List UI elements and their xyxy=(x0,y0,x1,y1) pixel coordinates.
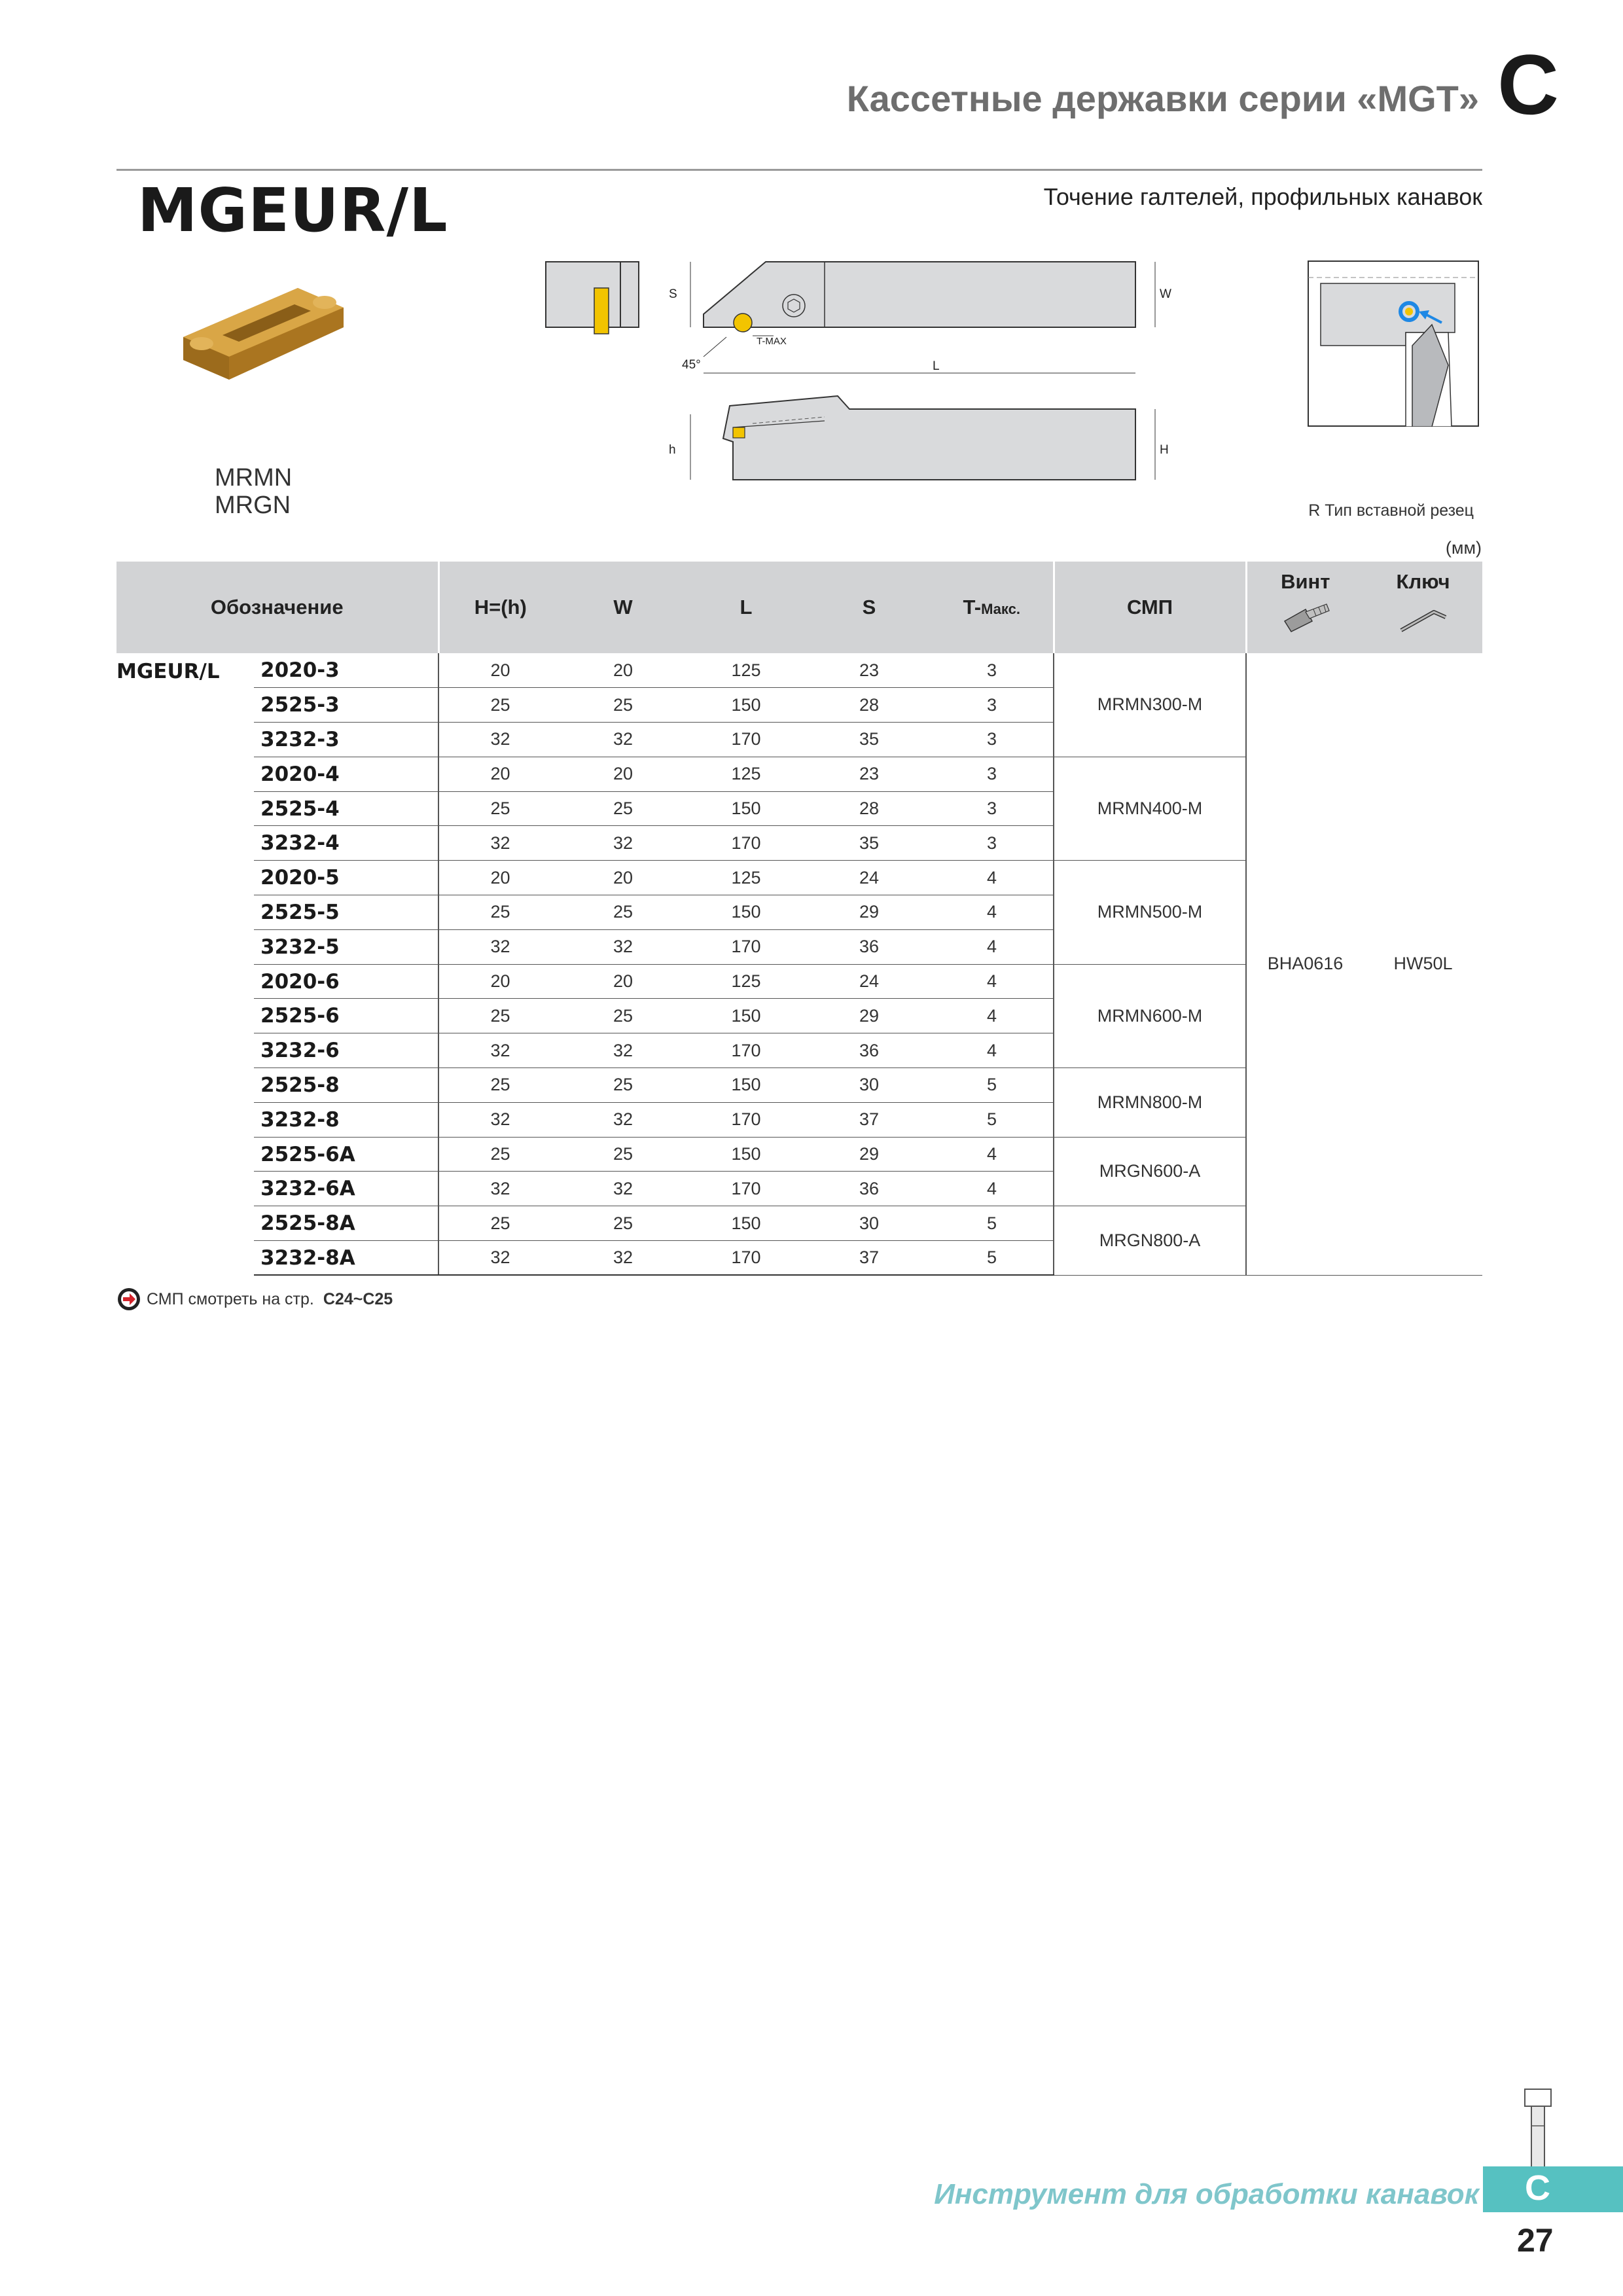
page-number: 27 xyxy=(1517,2222,1554,2259)
designation-cell: 3232-6A xyxy=(254,1172,438,1206)
hex-key-icon xyxy=(1397,603,1450,633)
tool-holder-drawing xyxy=(537,252,1178,491)
cell-s: 23 xyxy=(808,757,931,791)
insert-cell: MRMN400-M xyxy=(1054,757,1246,860)
r-type-detail-drawing xyxy=(1308,260,1479,427)
cell-s: 28 xyxy=(808,791,931,826)
cell-h: 20 xyxy=(438,757,562,791)
cell-h: 25 xyxy=(438,791,562,826)
cell-l: 170 xyxy=(685,1033,808,1068)
cell-l: 150 xyxy=(685,1068,808,1103)
insert-image xyxy=(177,275,353,406)
tool-holder-icon xyxy=(1517,2087,1559,2178)
cell-h: 25 xyxy=(438,999,562,1033)
cell-t: 4 xyxy=(931,861,1054,895)
cell-w: 32 xyxy=(562,1033,685,1068)
designation-cell: 2525-6A xyxy=(254,1137,438,1172)
cell-h: 32 xyxy=(438,1102,562,1137)
designation-cell: 2525-8A xyxy=(254,1206,438,1241)
dim-label-angle: 45° xyxy=(682,358,701,372)
footnote-text: СМП смотреть на стр. xyxy=(147,1289,314,1308)
insert-cell: MRMN600-M xyxy=(1054,964,1246,1067)
th-tmax: T-Макс. xyxy=(931,562,1054,653)
cell-l: 125 xyxy=(685,757,808,791)
cell-s: 30 xyxy=(808,1206,931,1241)
cell-s: 29 xyxy=(808,895,931,930)
cell-t: 4 xyxy=(931,1137,1054,1172)
cell-w: 32 xyxy=(562,1102,685,1137)
designation-cell: 2020-6 xyxy=(254,964,438,999)
cell-t: 3 xyxy=(931,688,1054,723)
dim-label-w: W xyxy=(1160,287,1171,301)
cell-l: 170 xyxy=(685,1172,808,1206)
designation-cell: 2525-6 xyxy=(254,999,438,1033)
header-divider xyxy=(116,169,1482,171)
cell-h: 20 xyxy=(438,653,562,688)
designation-cell: 2525-8 xyxy=(254,1068,438,1103)
insert-cell: MRMN500-M xyxy=(1054,861,1246,964)
cell-w: 32 xyxy=(562,723,685,757)
dim-label-big-h: H xyxy=(1160,443,1169,457)
designation-cell: 2525-4 xyxy=(254,791,438,826)
insert-cell: MRMN800-M xyxy=(1054,1068,1246,1138)
section-tab xyxy=(1483,2166,1623,2212)
designation-cell: 2525-5 xyxy=(254,895,438,930)
cell-h: 25 xyxy=(438,1206,562,1241)
cell-h: 32 xyxy=(438,1241,562,1276)
cell-s: 36 xyxy=(808,929,931,964)
cell-l: 150 xyxy=(685,791,808,826)
designation-cell: 2020-4 xyxy=(254,757,438,791)
cell-w: 20 xyxy=(562,964,685,999)
cell-w: 32 xyxy=(562,1172,685,1206)
dim-label-h: h xyxy=(669,443,676,457)
spec-table xyxy=(116,562,1482,1276)
designation-cell: 3232-8 xyxy=(254,1102,438,1137)
insert-type-2: MRGN xyxy=(215,492,291,519)
cell-w: 20 xyxy=(562,757,685,791)
cell-t: 5 xyxy=(931,1241,1054,1276)
designation-cell: 3232-8A xyxy=(254,1241,438,1276)
designation-cell: 2525-3 xyxy=(254,688,438,723)
insert-cell: MRGN600-A xyxy=(1054,1137,1246,1206)
cell-t: 4 xyxy=(931,1033,1054,1068)
cell-w: 25 xyxy=(562,999,685,1033)
cell-h: 25 xyxy=(438,1068,562,1103)
cell-h: 32 xyxy=(438,723,562,757)
cell-h: 32 xyxy=(438,1172,562,1206)
designation-cell: 2020-3 xyxy=(254,653,438,688)
cell-s: 37 xyxy=(808,1102,931,1137)
th-key: Ключ xyxy=(1364,562,1482,653)
series-name: MGEUR/L xyxy=(116,660,220,683)
table-header-row xyxy=(116,562,1482,653)
cell-h: 32 xyxy=(438,929,562,964)
cell-w: 20 xyxy=(562,653,685,688)
cell-s: 29 xyxy=(808,999,931,1033)
cell-s: 35 xyxy=(808,826,931,861)
cell-h: 25 xyxy=(438,688,562,723)
cell-t: 5 xyxy=(931,1068,1054,1103)
th-s: S xyxy=(808,562,931,653)
section-letter: C xyxy=(1497,37,1559,132)
cell-l: 150 xyxy=(685,1206,808,1241)
cell-t: 4 xyxy=(931,929,1054,964)
cell-l: 150 xyxy=(685,1137,808,1172)
footnote-page-ref: C24~C25 xyxy=(323,1289,393,1308)
section-tab-letter: C xyxy=(1525,2168,1550,2208)
cell-w: 25 xyxy=(562,1206,685,1241)
cell-l: 170 xyxy=(685,1241,808,1276)
cell-t: 3 xyxy=(931,653,1054,688)
arrow-circle-icon xyxy=(116,1287,141,1312)
insert-cell: MRGN800-A xyxy=(1054,1206,1246,1276)
cell-s: 30 xyxy=(808,1068,931,1103)
cell-l: 170 xyxy=(685,723,808,757)
cell-t: 4 xyxy=(931,1172,1054,1206)
cell-w: 25 xyxy=(562,1068,685,1103)
designation-cell: 3232-6 xyxy=(254,1033,438,1068)
table-row xyxy=(116,653,1482,688)
screw-icon xyxy=(1279,603,1332,633)
th-insert: СМП xyxy=(1054,562,1246,653)
cell-s: 37 xyxy=(808,1241,931,1276)
cell-s: 29 xyxy=(808,1137,931,1172)
footer-category-title: Инструмент для обработки канавок xyxy=(934,2178,1479,2210)
dim-label-tmax: T-MAX xyxy=(757,336,787,347)
cell-s: 35 xyxy=(808,723,931,757)
cell-w: 25 xyxy=(562,791,685,826)
cell-l: 150 xyxy=(685,999,808,1033)
cell-w: 32 xyxy=(562,1241,685,1276)
th-screw: Винт xyxy=(1246,562,1364,653)
cell-l: 170 xyxy=(685,929,808,964)
designation-cell: 3232-5 xyxy=(254,929,438,964)
designation-cell: 3232-4 xyxy=(254,826,438,861)
cell-s: 28 xyxy=(808,688,931,723)
th-w: W xyxy=(562,562,685,653)
cell-l: 170 xyxy=(685,826,808,861)
th-h: H=(h) xyxy=(438,562,562,653)
cell-t: 5 xyxy=(931,1206,1054,1241)
cell-t: 3 xyxy=(931,757,1054,791)
cell-w: 32 xyxy=(562,826,685,861)
cell-l: 150 xyxy=(685,688,808,723)
cell-h: 25 xyxy=(438,895,562,930)
cell-h: 32 xyxy=(438,826,562,861)
cell-t: 4 xyxy=(931,999,1054,1033)
th-designation: Обозначение xyxy=(116,562,438,653)
cell-s: 24 xyxy=(808,861,931,895)
cell-t: 3 xyxy=(931,791,1054,826)
section-title: Кассетные державки серии «MGT» xyxy=(846,78,1479,119)
cell-t: 4 xyxy=(931,895,1054,930)
key-cell: HW50L xyxy=(1364,653,1482,1275)
th-l: L xyxy=(685,562,808,653)
cell-w: 20 xyxy=(562,861,685,895)
cell-w: 25 xyxy=(562,895,685,930)
dim-label-l: L xyxy=(933,359,940,373)
cell-s: 36 xyxy=(808,1033,931,1068)
model-title: MGEUR/L xyxy=(137,175,448,245)
cell-h: 25 xyxy=(438,1137,562,1172)
designation-cell: 3232-3 xyxy=(254,723,438,757)
cell-s: 24 xyxy=(808,964,931,999)
dim-label-s: S xyxy=(669,287,677,301)
cell-s: 23 xyxy=(808,653,931,688)
cell-w: 25 xyxy=(562,1137,685,1172)
cell-l: 125 xyxy=(685,861,808,895)
cell-t: 3 xyxy=(931,723,1054,757)
cell-l: 125 xyxy=(685,653,808,688)
insert-cell: MRMN300-M xyxy=(1054,653,1246,757)
cell-h: 20 xyxy=(438,861,562,895)
cell-l: 170 xyxy=(685,1102,808,1137)
application-subtitle: Точение галтелей, профильных канавок xyxy=(1043,183,1482,210)
cell-w: 32 xyxy=(562,929,685,964)
cell-w: 25 xyxy=(562,688,685,723)
screw-cell: BHA0616 xyxy=(1246,653,1364,1275)
cell-l: 125 xyxy=(685,964,808,999)
cell-t: 5 xyxy=(931,1102,1054,1137)
units-label: (мм) xyxy=(1445,538,1482,558)
footnote xyxy=(116,1287,393,1312)
r-type-caption: R Тип вставной резец xyxy=(1308,501,1474,520)
cell-s: 36 xyxy=(808,1172,931,1206)
designation-cell: 2020-5 xyxy=(254,861,438,895)
cell-h: 32 xyxy=(438,1033,562,1068)
cell-t: 4 xyxy=(931,964,1054,999)
cell-h: 20 xyxy=(438,964,562,999)
insert-type-1: MRMN xyxy=(215,464,293,492)
cell-l: 150 xyxy=(685,895,808,930)
cell-t: 3 xyxy=(931,826,1054,861)
